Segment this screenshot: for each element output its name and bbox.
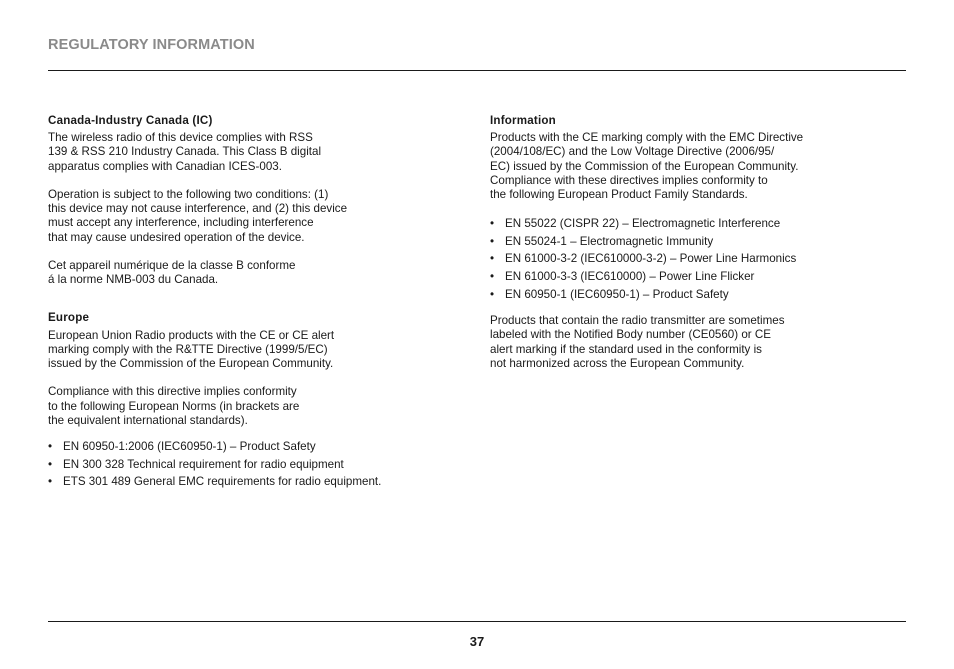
text-line: Compliance with these directives implies conformity to [490, 173, 768, 187]
bullet-icon: • [48, 457, 53, 471]
bullet-icon: • [48, 440, 53, 454]
text-line: issued by the Commission of the European Community. [48, 357, 334, 371]
section-heading-europe: Europe [48, 311, 90, 325]
text-line: Cet appareil numérique de la classe B conforme [48, 259, 296, 272]
text-line: European Union Radio products with the CE or CE alert [48, 328, 335, 342]
text-line: apparatus complies with Canadian ICES-003. [48, 159, 282, 173]
list-item: • EN 60950-1 (IEC60950-1) – Product Safety [490, 286, 890, 304]
text-line: alert marking if the standard used in the conformity is [490, 342, 762, 356]
text-line: EC) issued by the Commission of the European Community. [490, 159, 799, 173]
list-item: • EN 61000-3-2 (IEC610000-3-2) – Power Line Harmonics [490, 250, 890, 268]
text-line: not harmonized across the European Community. [490, 356, 745, 370]
canada-paragraph-1 [48, 131, 448, 174]
text-line: Compliance with this directive implies conformity [48, 385, 297, 399]
list-item: • ETS 301 489 General EMC requirements for radio equipment. [48, 473, 448, 491]
europe-paragraph-2 [48, 385, 448, 428]
bullet-icon: • [490, 287, 495, 301]
information-paragraph-1 [490, 131, 890, 202]
page-number: 37 [469, 634, 485, 649]
bullet-icon: • [490, 217, 495, 231]
header-divider [48, 70, 906, 71]
canada-paragraph-2 [48, 188, 448, 245]
bullet-icon: • [490, 270, 495, 283]
bullet-icon: • [490, 234, 495, 248]
section-heading-canada: Canada-Industry Canada (IC) [48, 114, 213, 127]
information-paragraph-2 [490, 314, 890, 371]
europe-standards-list [48, 438, 448, 491]
text-line: to the following European Norms (in brackets are [48, 399, 300, 413]
bullet-icon: • [48, 475, 53, 489]
information-standards-list [490, 215, 890, 303]
text-line: 139 & RSS 210 Industry Canada. This Class B digital [48, 145, 322, 159]
text-line: á la norme NMB-003 du Canada. [48, 273, 219, 287]
text-line: the following European Product Family Standards. [490, 188, 748, 202]
text-line: that may cause undesired operation of the device. [48, 230, 305, 244]
list-item: • EN 300 328 Technical requirement for radio equipment [48, 456, 448, 474]
list-item: • EN 55022 (CISPR 22) – Electromagnetic Interference [490, 215, 890, 233]
europe-paragraph-1 [48, 329, 448, 372]
canada-paragraph-3 [48, 259, 448, 287]
page-header-title: REGULATORY INFORMATION [48, 37, 255, 53]
bullet-icon: • [490, 252, 495, 266]
text-line: Operation is subject to the following two conditions: (1) [48, 188, 329, 201]
text-line: must accept any interference, including interference [48, 216, 314, 230]
list-item: • EN 60950-1:2006 (IEC60950-1) – Product Safety [48, 438, 448, 456]
text-line: the equivalent international standards). [48, 413, 248, 427]
left-column [48, 114, 448, 491]
text-line: marking comply with the R&TTE Directive (1999/5/EC) [48, 342, 328, 356]
right-column [490, 114, 890, 371]
text-line: The wireless radio of this device complies with RSS [48, 131, 313, 145]
list-item: • EN 61000-3-3 (IEC610000) – Power Line Flicker [490, 268, 890, 286]
list-item: • EN 55024-1 – Electromagnetic Immunity [490, 233, 890, 251]
text-line: this device may not cause interference, and (2) this device [48, 202, 348, 216]
text-line: labeled with the Notified Body number (CE0560) or CE [490, 328, 771, 342]
footer-divider [48, 621, 906, 622]
section-heading-information: Information [490, 114, 556, 127]
text-line: Products that contain the radio transmitter are sometimes [490, 314, 785, 328]
text-line: Products with the CE marking comply with the EMC Directive [490, 131, 804, 145]
text-line: (2004/108/EC) and the Low Voltage Directive (2006/95/ [490, 145, 775, 159]
